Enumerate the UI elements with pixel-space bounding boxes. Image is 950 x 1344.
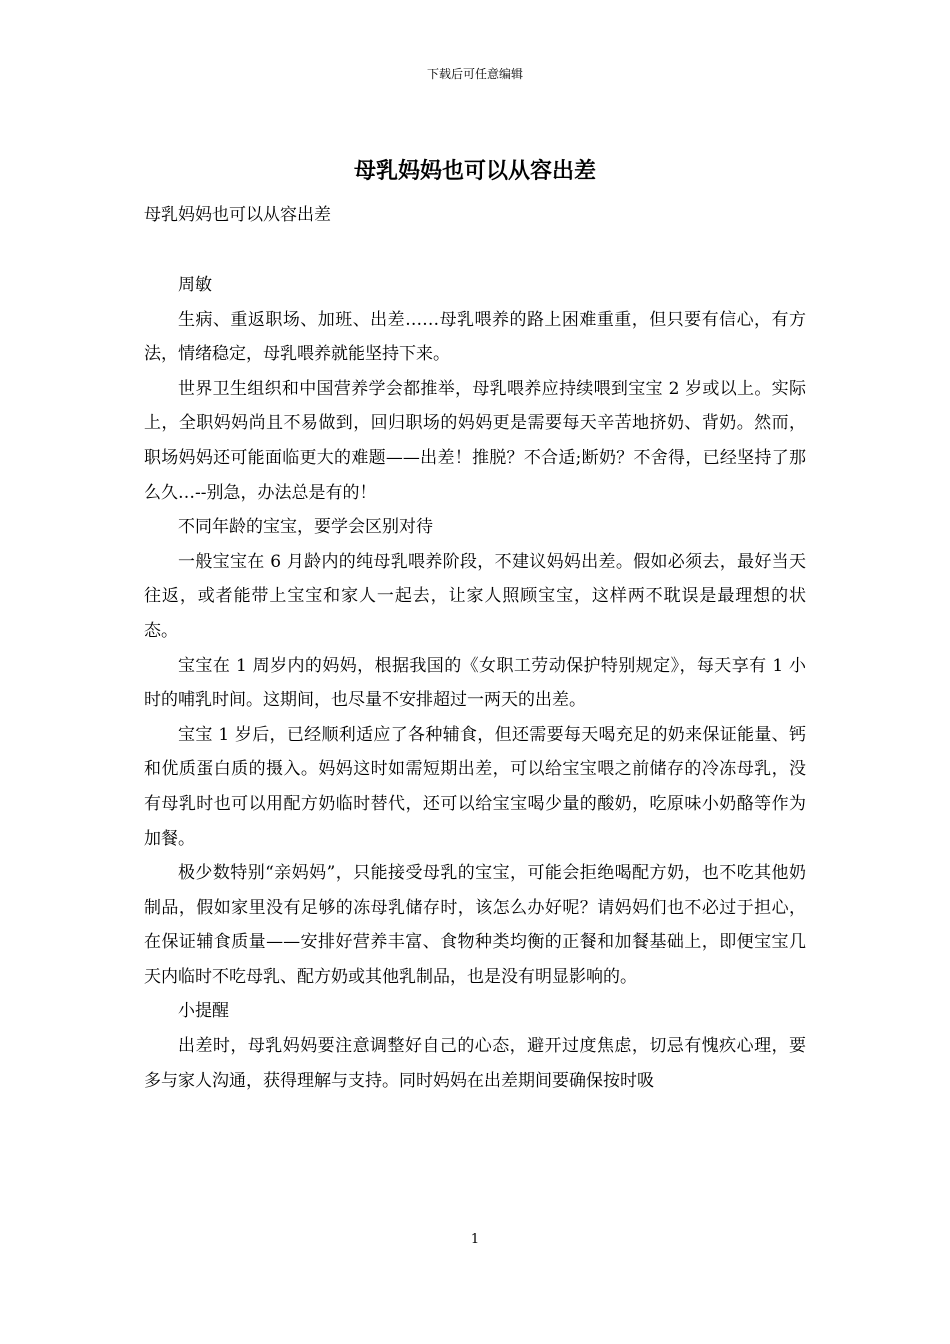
section-heading: 不同年龄的宝宝，要学会区别对待 [178, 517, 433, 538]
body-paragraph: 宝宝 1 岁后，已经顺利适应了各种辅食，但还需要每天喝充足的奶来保证能量、钙和优质蛋白质的摄入。妈妈这时如需短期出差，可以给宝宝喂之前储存的冷冻母乳，没有母乳时也可以用配方奶临时替代，还可以给宝宝喝少量的酸奶，吃原味小奶酪等作为加餐。 [144, 724, 806, 849]
body-paragraph: 宝宝在 1 周岁内的妈妈，根据我国的《女职工劳动保护特别规定》，每天享有 1 小时的哺乳时间。这期间，也尽量不安排超过一两天的出差。 [144, 655, 806, 711]
document-body [144, 268, 806, 1098]
document-subtitle: 母乳妈妈也可以从容出差 [144, 205, 331, 225]
page-header: 下载后可任意编辑 [426, 67, 523, 81]
author-line: 周敏 [178, 275, 212, 295]
body-paragraph: 极少数特别“亲妈妈”，只能接受母乳的宝宝，可能会拒绝喝配方奶，也不吃其他奶制品，假如家里没有足够的冻母乳储存时，该怎么办好呢？请妈妈们也不必过于担心，在保证辅食质量——安排好营养丰富、食物种类均衡的正餐和加餐基础上，即便宝宝几天内临时不吃母乳、配方奶或其他乳制品，也是没有明显影响的。 [144, 863, 806, 987]
body-paragraph: 世界卫生组织和中国营养学会都推举，母乳喂养应持续喂到宝宝 2 岁或以上。实际上，全职妈妈尚且不易做到，回归职场的妈妈更是需要每天辛苦地挤奶、背奶。然而，职场妈妈还可能面临更大的难题——出差！推脱？不合适;断奶？不舍得，已经坚持了那么久…--别急，办法总是有的！ [144, 378, 806, 503]
document-title: 母乳妈妈也可以从容出差 [353, 158, 596, 184]
section-heading: 小提醒 [178, 1001, 229, 1022]
body-paragraph: 生病、重返职场、加班、出差……母乳喂养的路上困难重重，但只要有信心，有方法，情绪稳定，母乳喂养就能坚持下来。 [144, 309, 806, 365]
body-paragraph: 出差时，母乳妈妈要注意调整好自己的心态，避开过度焦虑，切忌有愧疚心理，要多与家人沟通，获得理解与支持。同时妈妈在出差期间要确保按时吸 [144, 1036, 806, 1091]
page-number: 1 [470, 1232, 480, 1247]
body-paragraph: 一般宝宝在 6 月龄内的纯母乳喂养阶段，不建议妈妈出差。假如必须去，最好当天往返，或者能带上宝宝和家人一起去，让家人照顾宝宝，这样两不耽误是最理想的状态。 [144, 551, 806, 641]
